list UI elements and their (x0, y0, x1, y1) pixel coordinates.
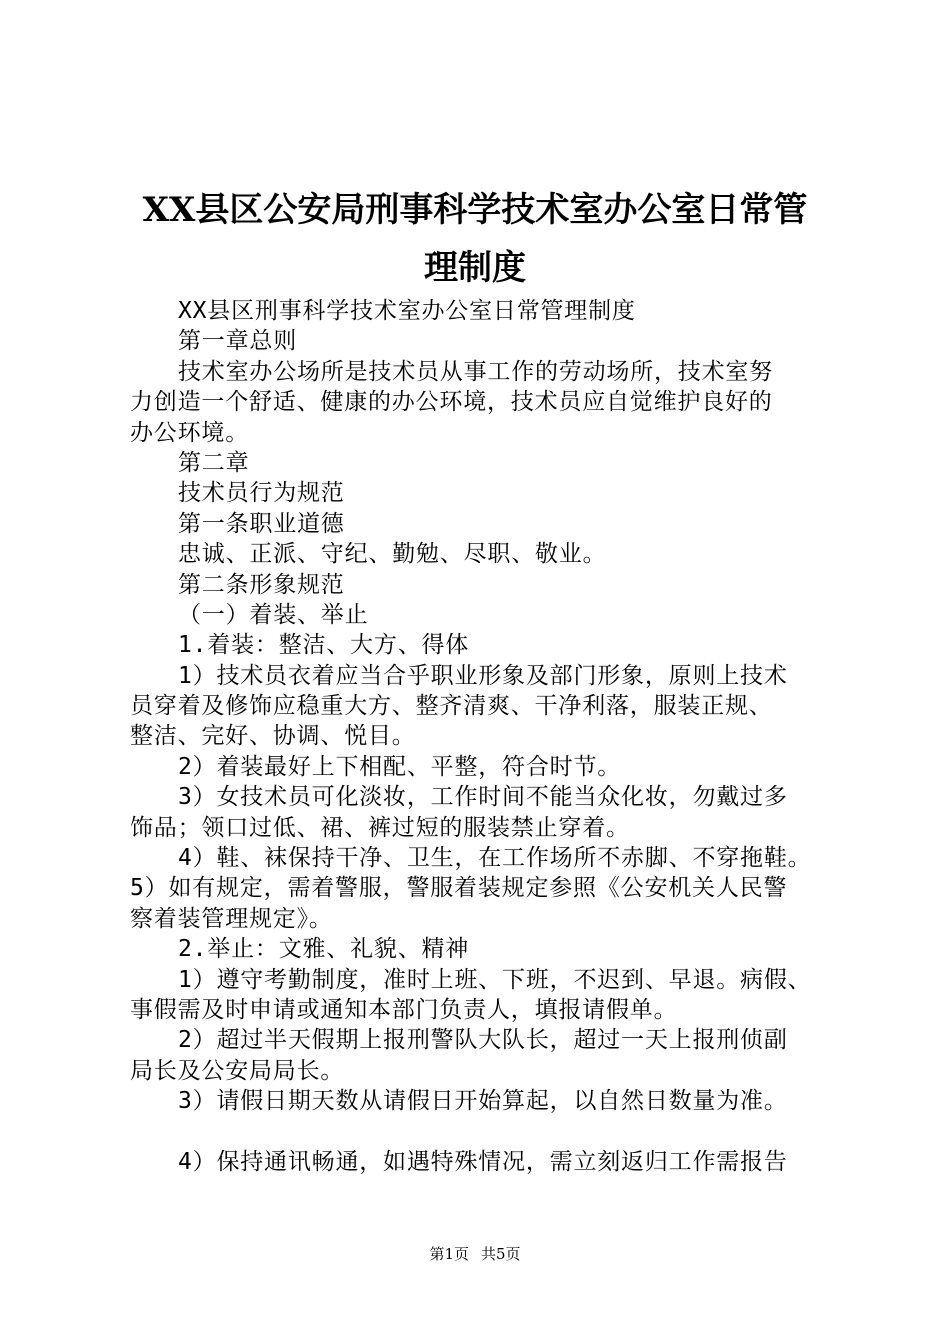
page-number-current: 第1页 (429, 1245, 469, 1263)
paragraph-line: 4）鞋、袜保持干净、卫生，在工作场所不赤脚、不穿拖鞋。 (178, 845, 812, 872)
document-title-line-1: XX县区公安局刑事科学技术室办公室日常管 (142, 190, 808, 230)
article-heading: 第二条形象规范 (178, 571, 345, 598)
paragraph-line: 1）遵守考勤制度，准时上班、下班，不迟到、早退。病假、 (178, 966, 812, 993)
section-heading: 技术员行为规范 (178, 480, 345, 507)
paragraph-line: 1）技术员衣着应当合乎职业形象及部门形象，原则上技术 (178, 662, 788, 689)
paragraph-line: 察着装管理规定》。 (130, 905, 333, 932)
paragraph-line: 3）女技术员可化淡妆，工作时间不能当众化妆，勿戴过多 (178, 784, 788, 811)
paragraph-line: 2）着装最好上下相配、平整，符合时节。 (178, 753, 622, 780)
paragraph-line: 局长及公安局局长。 (130, 1057, 345, 1084)
paragraph-line: 力创造一个舒适、健康的办公环境，技术员应自觉维护良好的 (130, 389, 773, 416)
paragraph-line: 5）如有规定，需着警服，警服着装规定参照《公安机关人民警 (130, 875, 788, 902)
article-heading: 第一条职业道德 (178, 510, 345, 537)
chapter-heading: 第一章总则 (178, 328, 297, 355)
page-footer (0, 1244, 950, 1264)
paragraph-line: 饰品；领口过低、裙、裤过短的服装禁止穿着。 (130, 814, 630, 841)
subtitle: XX县区刑事科学技术室办公室日常管理制度 (178, 298, 636, 324)
paragraph-line: 整洁、完好、协调、悦目。 (130, 723, 416, 750)
paragraph-line: 4）保持通讯畅通，如遇特殊情况，需立刻返归工作需报告 (178, 1148, 788, 1175)
subsection-heading: （一）着装、举止 (178, 601, 369, 628)
document-body (130, 296, 840, 1177)
item-heading: 1.着装：整洁、大方、得体 (178, 632, 470, 659)
paragraph-line: 忠诚、正派、守纪、勤勉、尽职、敬业。 (178, 541, 607, 568)
paragraph-line: 3）请假日期天数从请假日开始算起，以自然日数量为准。 (178, 1088, 788, 1115)
page-number-total: 共5页 (481, 1245, 521, 1263)
document-title-line-2: 理制度 (424, 248, 526, 288)
paragraph-line: 2）超过半天假期上报刑警队大队长，超过一天上报刑侦副 (178, 1027, 788, 1054)
paragraph-spacer (130, 1117, 840, 1147)
item-heading: 2.举止：文雅、礼貌、精神 (178, 936, 470, 963)
paragraph-line: 技术室办公场所是技术员从事工作的劳动场所，技术室努 (178, 358, 773, 385)
paragraph-line: 员穿着及修饰应稳重大方、整齐清爽、干净利落，服装正规、 (130, 693, 773, 720)
chapter-heading: 第二章 (178, 449, 250, 476)
paragraph-line: 事假需及时申请或通知本部门负责人，填报请假单。 (130, 996, 678, 1023)
paragraph-line: 办公环境。 (130, 419, 249, 446)
